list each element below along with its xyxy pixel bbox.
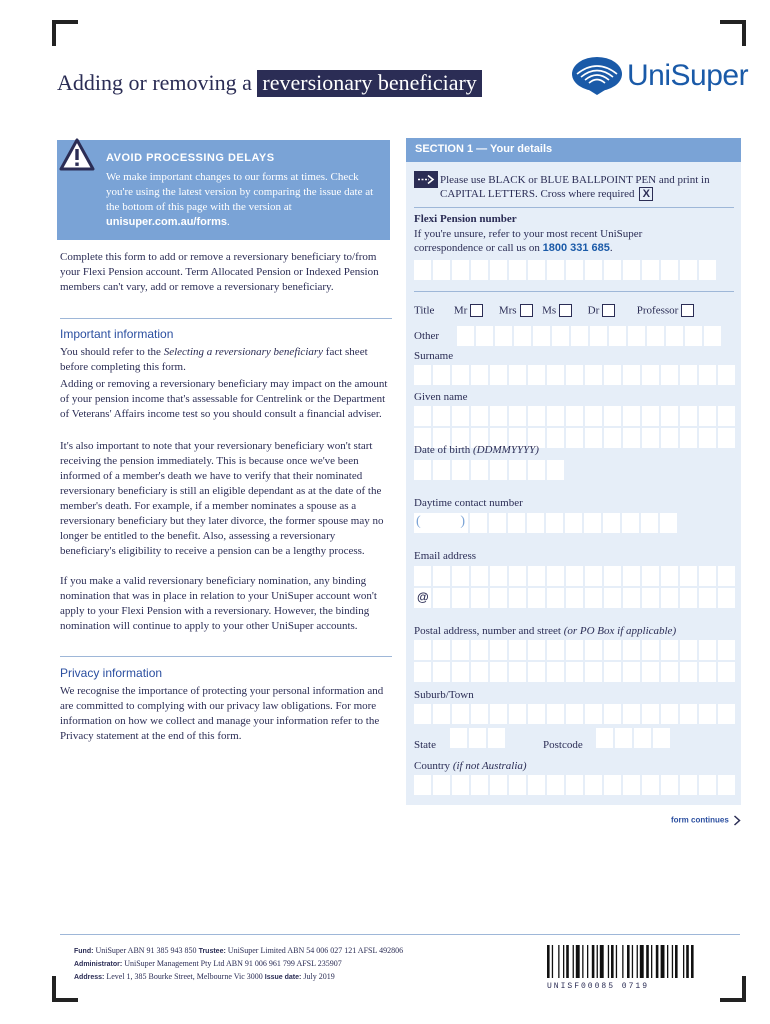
cross-example-box: X (639, 187, 653, 201)
barcode (547, 945, 737, 978)
flexi-label-text: Flexi Pension number (414, 213, 517, 225)
phone-number: 1800 331 685 (542, 242, 610, 254)
phone-after: . (609, 242, 613, 254)
checkbox-professor[interactable] (681, 304, 694, 317)
email-input[interactable] (414, 566, 735, 586)
dob-label (414, 443, 539, 457)
section1-title: SECTION 1 — Your details (415, 143, 553, 155)
trustee-key: Trustee: (198, 948, 226, 955)
arrow-icon (414, 171, 438, 188)
footer-line-1 (74, 946, 403, 955)
title-highlight: reversionary beneficiary (257, 70, 481, 97)
email-input-2[interactable] (414, 588, 735, 608)
cell (414, 260, 431, 280)
cell (604, 260, 621, 280)
phone-input[interactable] (470, 513, 677, 533)
admin-value: UniSuper Management Pty Ltd ABN 91 006 961 799 AFSL 235907 (124, 959, 342, 968)
daytime-contact-label: Daytime contact number (414, 497, 523, 509)
dob-label-text: Date of birth (414, 444, 471, 456)
cell (528, 260, 545, 280)
footer-divider (60, 934, 740, 935)
suburb-input[interactable] (414, 704, 735, 724)
crop-mark-top-left (52, 20, 78, 46)
warning-after: . (227, 216, 230, 228)
instruction-label: Please use BLACK or BLUE BALLPOINT PEN and print in CAPITAL LETTERS. Cross where required (440, 174, 710, 200)
other-input[interactable] (457, 326, 721, 346)
intro-text: Complete this form to add or remove a reversionary beneficiary to/from your Flexi Pension account. Term Allocated Pension or Indexed Pension members can't vary, add or remove a reversionary beneficiary. (60, 251, 379, 293)
cell (699, 260, 716, 280)
instruction-text (440, 173, 740, 201)
address-value: Level 1, 385 Bourke Street, Melbourne Vic 3000 (106, 972, 263, 981)
cell (547, 260, 564, 280)
crop-mark-bottom-right (720, 976, 746, 1002)
title-label: Title (414, 304, 435, 317)
email-label: Email address (414, 550, 477, 562)
at-sign: @ (417, 590, 429, 604)
warning-body (106, 170, 376, 230)
flexi-help-text: If you're unsure, refer to your most recent UniSuper correspondence or call us on (414, 228, 643, 254)
state-label: State (414, 739, 436, 751)
postal-hint: (or PO Box if applicable) (563, 625, 677, 637)
title-option-ms: Ms (542, 304, 557, 317)
divider (60, 318, 392, 319)
country-input[interactable] (414, 775, 735, 795)
checkbox-dr[interactable] (602, 304, 615, 317)
other-label: Other (414, 330, 440, 342)
area-code-input[interactable] (414, 513, 468, 533)
fund-value: UniSuper ABN 91 385 943 850 (95, 946, 197, 955)
given-name-label: Given name (414, 391, 468, 403)
title-row (414, 303, 694, 317)
cell (566, 260, 583, 280)
fund-key: Fund: (74, 948, 94, 955)
admin-key: Administrator: (74, 961, 123, 968)
logo-wordmark: UniSuper (627, 59, 749, 92)
section1-panel (406, 138, 741, 805)
important-p4: If you make a valid reversionary beneficiary nomination, any binding nomination that was in place in relation to your UniSuper account won't apply to your Flexi Pension with a reversionary. However, the binding nomination will continue to apply to your other UniSuper accounts. (60, 575, 377, 632)
postal-label-text: Postal address, number and street (414, 625, 561, 637)
title-option-mr: Mr (453, 304, 468, 317)
cell (585, 260, 602, 280)
checkbox-ms[interactable] (559, 304, 572, 317)
shell-logo-icon (571, 56, 623, 96)
dob-format: (DDMMYYYY) (472, 444, 539, 456)
country-label-text: Country (414, 760, 451, 772)
checkbox-mrs[interactable] (520, 304, 533, 317)
postal-label (414, 624, 676, 638)
cell (433, 260, 450, 280)
p1-b: fact sheet before completing this form. (60, 346, 368, 373)
important-p2: Adding or removing a reversionary beneficiary may impact on the amount of your pension income that's assessable for Centrelink or the Department of Veterans' Affairs income test so you should consult a financial adviser. (60, 378, 388, 420)
cell (509, 260, 526, 280)
unisuper-logo (571, 56, 748, 96)
flexi-number-input[interactable] (414, 260, 716, 280)
dob-input[interactable] (414, 460, 564, 480)
trustee-value: UniSuper Limited ABN 54 006 027 121 AFSL 492806 (227, 946, 404, 955)
postcode-label: Postcode (543, 739, 583, 751)
section1-header (406, 138, 741, 162)
state-input[interactable] (450, 728, 505, 748)
footer-line-3 (74, 972, 335, 981)
page-title (57, 70, 482, 96)
address-key: Address: (74, 974, 105, 981)
surname-label: Surname (414, 350, 454, 362)
postcode-input[interactable] (596, 728, 670, 748)
divider (60, 656, 392, 657)
important-p1 (60, 345, 392, 375)
issue-date-value: July 2019 (303, 972, 335, 981)
title-option-mrs: Mrs (498, 304, 517, 317)
fact-sheet-ref: Selecting a reversionary beneficiary (163, 346, 324, 358)
cell (471, 260, 488, 280)
form-continues-text: form continues (671, 815, 729, 825)
cell (623, 260, 640, 280)
title-prefix: Adding or removing a (57, 70, 252, 95)
footer-line-2 (74, 959, 342, 968)
given-name-input[interactable] (414, 406, 735, 426)
title-option-professor: Professor (636, 304, 679, 317)
country-label (414, 759, 527, 773)
suburb-label: Suburb/Town (414, 689, 474, 701)
postal-input-2[interactable] (414, 662, 735, 682)
paren-close: ) (460, 514, 465, 529)
postal-input[interactable] (414, 640, 735, 660)
flexi-number-label (414, 212, 517, 226)
form-continues (671, 815, 741, 826)
cell (680, 260, 697, 280)
chevron-right-icon (733, 815, 741, 826)
privacy-heading: Privacy information (60, 666, 163, 680)
warning-text: We make important changes to our forms at times. Check you're using the latest version by comparing the issue date at the bottom of this page with the version at (106, 171, 374, 213)
country-hint: (if not Australia) (452, 760, 527, 772)
divider (414, 291, 734, 292)
checkbox-mr[interactable] (470, 304, 483, 317)
p1-a: You should refer to the (60, 346, 164, 358)
divider (414, 207, 734, 208)
cell (642, 260, 659, 280)
cell (490, 260, 507, 280)
important-p3: It's also important to note that your reversionary beneficiary won't start receiving the pension immediately. This is because once we've been informed of a member's death we have to verify that their nominated reversionary beneficiary is still an eligible dependant as at the date of the member's death. For example, if a member nominates a spouse as a reversionary beneficiary but they later divorce, the former spouse may no longer be entitled to the benefit. Also, assessing a reversionary beneficiary's eligibility to receive a pension can be a lengthy process. (60, 440, 384, 557)
flexi-help (414, 227, 704, 255)
surname-input[interactable] (414, 365, 735, 385)
crop-mark-top-right (720, 20, 746, 46)
title-option-dr: Dr (587, 304, 600, 317)
warning-title: AVOID PROCESSING DELAYS (106, 152, 275, 164)
forms-link[interactable]: unisuper.com.au/forms (106, 216, 228, 228)
warning-box (57, 140, 390, 240)
barcode-text: UNISF00085 0719 (547, 982, 650, 991)
cell (452, 260, 469, 280)
warning-icon (59, 138, 95, 172)
cell (661, 260, 678, 280)
paren-open: ( (416, 514, 421, 529)
important-heading: Important information (60, 327, 174, 341)
privacy-body: We recognise the importance of protecting your personal information and are committed to complying with our privacy law obligations. For more information on how we collect and manage your information refer to the Privacy statement at the end of this form. (60, 685, 384, 742)
issue-date-key: Issue date: (264, 974, 302, 981)
